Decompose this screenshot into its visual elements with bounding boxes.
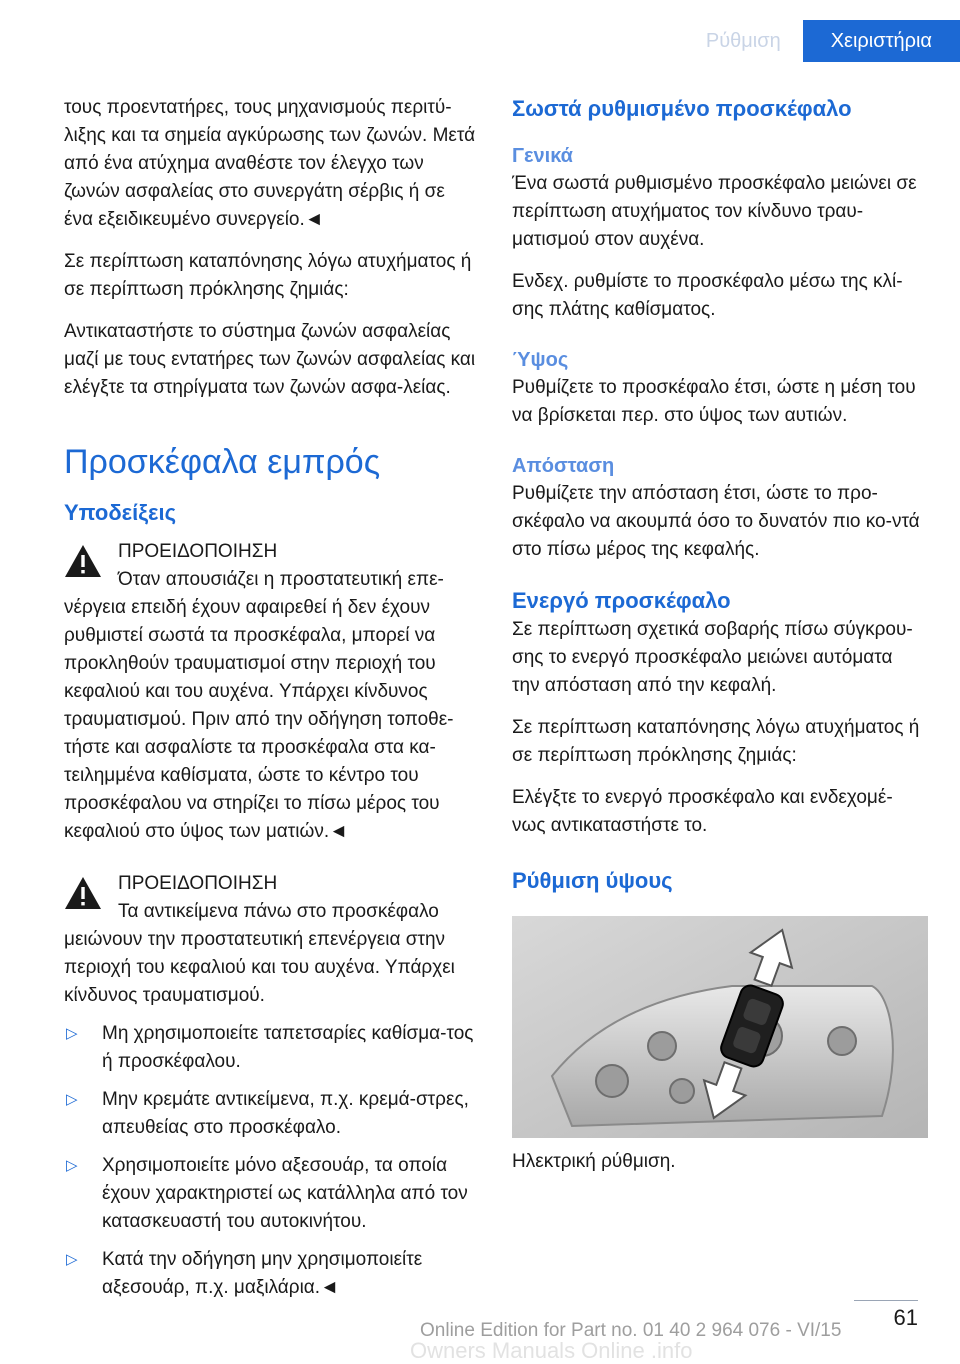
paragraph: Σε περίπτωση καταπόνησης λόγω ατυχήματος ή σε περίπτωση πρόκλησης ζημιάς: xyxy=(512,717,920,766)
bullet-list xyxy=(64,1020,476,1302)
list-item: ▷ Μη χρησιμοποιείτε ταπετσαρίες καθίσμα-τος ή προσκέφαλου. xyxy=(64,1020,476,1076)
page-number: 61 xyxy=(893,1305,918,1330)
subheading-height: Ύψος xyxy=(512,349,569,371)
list-item: ▷ Χρησιμοποιείτε μόνο αξεσουάρ, τα οποία έχουν χαρακτηριστεί ως κατάλληλα από τον κατασκευαστή του αυτοκινήτου. xyxy=(64,1152,476,1236)
subheading-distance: Απόσταση xyxy=(512,455,615,477)
section-title: Προσκέφαλα εμπρός xyxy=(64,443,381,481)
paragraph: Σε περίπτωση καταπόνησης λόγω ατυχήματος ή σε περίπτωση πρόκλησης ζημιάς: xyxy=(64,251,472,300)
section-heading: Ρύθμιση ύψους xyxy=(512,868,673,893)
tab-controls[interactable]: Χειριστήρια xyxy=(803,20,960,62)
warning-block xyxy=(64,538,476,846)
paragraph: Σε περίπτωση σχετικά σοβαρής πίσω σύγκρου-σης το ενεργό προσκέφαλο μειώνει αυτόματα την απόσταση από την κεφαλή. xyxy=(512,619,913,696)
triangle-bullet-icon: ▷ xyxy=(66,1091,78,1108)
subsection-title: Υποδείξεις xyxy=(64,500,177,525)
tab-setting[interactable]: Ρύθμιση xyxy=(684,20,803,62)
header-tabs xyxy=(684,20,960,62)
warning-text: μειώνουν την προστατευτική επενέργεια στην περιοχή του κεφαλιού και του αυχένα. Υπάρχει κίνδυνος τραυματισμού. xyxy=(64,929,455,1006)
warning-title: ΠΡΟΕΙΔΟΠΟΙΗΣΗ xyxy=(118,541,278,562)
warning-title: ΠΡΟΕΙΔΟΠΟΙΗΣΗ xyxy=(118,873,278,894)
warning-icon xyxy=(64,876,102,910)
page-number-rule xyxy=(854,1300,918,1301)
paragraph: τους προεντατήρες, τους μηχανισμούς περιτύ-λιξης και τα σημεία αγκύρωσης των ζωνών. Μετά από ένα ατύχημα αναθέστε τον έλεγχο των ζωνών ασφαλείας στο συνεργάτη σέρβις ή σε ένα εξειδικευμένο συνεργείο.◄ xyxy=(64,97,476,230)
warning-text: Τα αντικείμενα πάνω στο προσκέφαλο xyxy=(118,901,439,922)
seat-controls-photo xyxy=(512,916,928,1138)
warning-icon xyxy=(64,544,102,578)
photo-caption: Ηλεκτρική ρύθμιση. xyxy=(512,1151,676,1172)
paragraph: Ρυθμίζετε την απόσταση έτσι, ώστε το προ-σκέφαλο να ακουμπά όσο το δυνατόν πιο κο-ντά στο πίσω μέρος της κεφαλής. xyxy=(512,483,920,560)
section-heading: Σωστά ρυθμισμένο προσκέφαλο xyxy=(512,96,852,121)
watermark: Owners Manuals Online .info xyxy=(410,1338,693,1363)
warning-text: νέργεια επειδή έχουν αφαιρεθεί ή δεν έχουν ρυθμιστεί σωστά τα προσκέφαλα, μπορεί να προκληθούν τραυματισμοί στην περιοχή του κεφαλιού και του αυχένα. Υπάρχει κίνδυνος τραυματισμού. Πριν από την οδήγηση τοποθε-τήστε και ασφαλίστε τα προσκέφαλα στα κα-τειλημμένα καθίσματα, ώστε το κέντρο του προσκέφαλου να στηρίζει το πίσω μέρος του κεφαλιού στο ύψος των ματιών.◄ xyxy=(64,597,454,842)
triangle-bullet-icon: ▷ xyxy=(66,1157,78,1174)
subheading-general: Γενικά xyxy=(512,145,573,167)
paragraph: Ενδεχ. ρυθμίστε το προσκέφαλο μέσω της κλί-σης πλάτης καθίσματος. xyxy=(512,271,903,320)
paragraph: Ελέγξτε το ενεργό προσκέφαλο και ενδεχομέ-νως αντικαταστήστε το. xyxy=(512,787,893,836)
list-item: ▷ Μην κρεμάτε αντικείμενα, π.χ. κρεμά-στρες, απευθείας στο προσκέφαλο. xyxy=(64,1086,476,1142)
section-heading: Ενεργό προσκέφαλο xyxy=(512,588,731,613)
triangle-bullet-icon: ▷ xyxy=(66,1025,78,1042)
triangle-bullet-icon: ▷ xyxy=(66,1251,78,1268)
list-item: ▷ Κατά την οδήγηση μην χρησιμοποιείτε αξεσουάρ, π.χ. μαξιλάρια.◄ xyxy=(64,1246,476,1302)
warning-text: Όταν απουσιάζει η προστατευτική επε- xyxy=(118,569,444,590)
left-column xyxy=(64,94,476,1302)
paragraph: Ένα σωστά ρυθμισμένο προσκέφαλο μειώνει σε περίπτωση ατυχήματος τον κίνδυνο τραυ-ματισμού στον αυχένα. xyxy=(512,173,917,250)
edition-footer: Online Edition for Part no. 01 40 2 964 076 - VI/15 xyxy=(420,1320,842,1341)
warning-block xyxy=(64,870,476,1010)
right-column xyxy=(512,94,924,1176)
paragraph: Αντικαταστήστε το σύστημα ζωνών ασφαλείας μαζί με τους εντατήρες των ζωνών ασφαλείας και ελέγξτε τα στηρίγματα των ζωνών ασφα-λείας. xyxy=(64,321,476,398)
paragraph: Ρυθμίζετε το προσκέφαλο έτσι, ώστε η μέση του να βρίσκεται περ. στο ύψος των αυτιών. xyxy=(512,377,916,426)
